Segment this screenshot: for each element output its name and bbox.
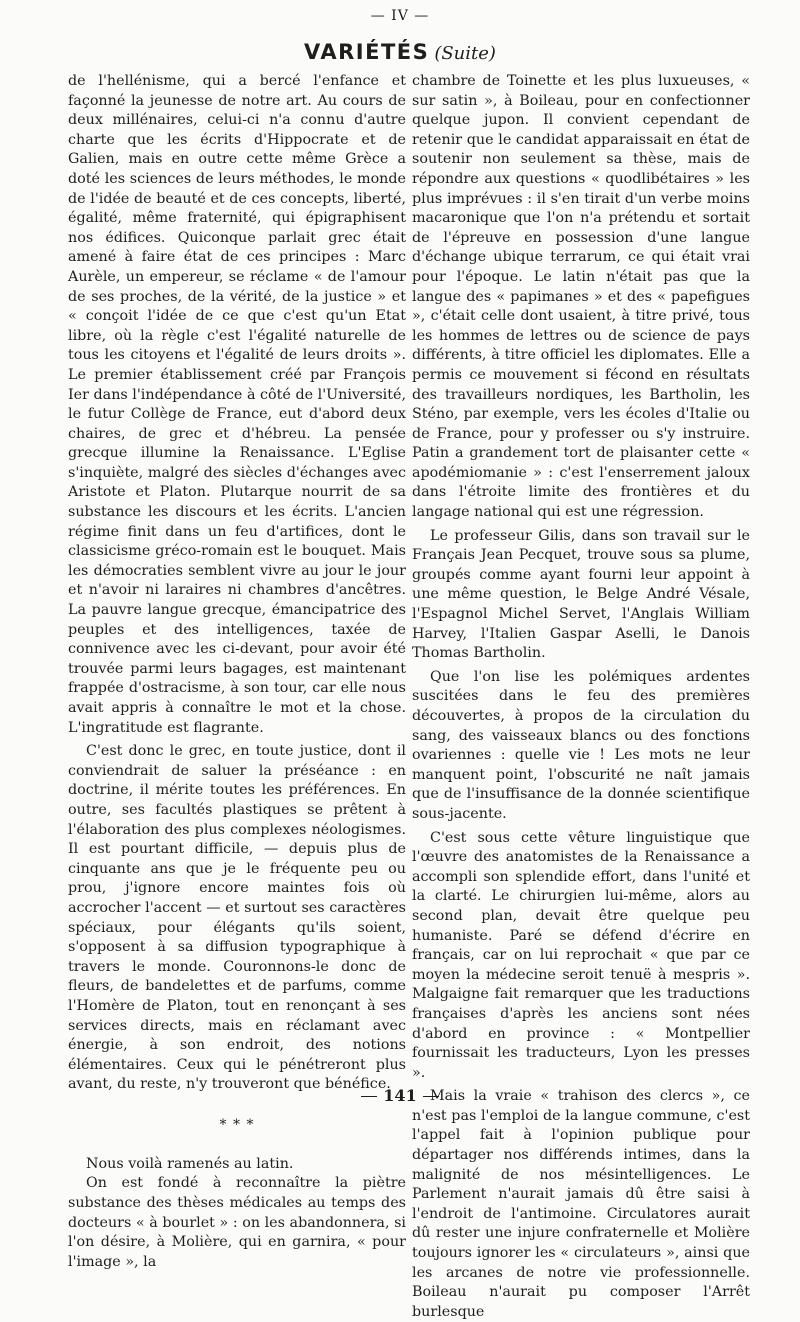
paragraph: C'est sous cette vêture linguistique que l'œuvre des anatomistes de la Renaissance a accompli son splendide effort, dans l'unité et la clarté. Le chirurgien lui-même, alors au second plan, devait être quelque peu humaniste. Paré se défend d'écrire en français, car on lui reprochait « que par ce moyen la médecine seroit tenuë à mespris ». Malgaigne fait remarquer que les traductions françaises d'après les anciens sont nées d'abord en province : « Montpellier fournissait les traducteurs, Lyon les presses ». bbox=[412, 829, 750, 1081]
page-number-footer bbox=[0, 1086, 800, 1105]
section-separator: * * * bbox=[219, 1116, 255, 1133]
page-number: 141 bbox=[383, 1086, 417, 1105]
dash-left bbox=[361, 1096, 377, 1097]
section-subtitle: (Suite) bbox=[434, 43, 496, 64]
paragraph: Le professeur Gilis, dans son travail sur le Français Jean Pecquet, trouve sous sa plume, groupés comme ayant fourni leur appoint à une même question, le Belge André Vésale, l'Espagnol Michel Servet, l'Anglais William Harvey, l'Italien Gaspar Aselli, le Danois Thomas Bartholin. bbox=[412, 527, 750, 662]
section-title: VARIÉTÉS bbox=[304, 40, 430, 64]
paragraph: On est fondé à reconnaître la piètre substance des thèses médicales au temps des docteurs « à bourlet » : on les abandonnera, si l'on désire, à Molière, qui en garnira, « pour l'image », la bbox=[68, 1175, 406, 1270]
paragraph: Mais la vraie « trahison des clercs », ce n'est pas l'emploi de la langue commune, c'est l'appel fait à l'opinion publique pour départager nos différends intimes, dans la malignité de nos mésintelligences. Le Parlement n'aurait jamais dû être saisi à l'endroit de l'antimoine. Circulatores aurait dû rester une injure confraternelle et Molière toujours ignorer les « circulateurs », ainsi que les arcanes de notre vie professionnelle. Boileau n'aurait pu composer l'Arrêt burlesque bbox=[412, 1088, 750, 1320]
paragraph: chambre de Toinette et les plus luxueuses, « sur satin », à Boileau, pour en confectionner quelque jupon. Il convient cependant de retenir que le candidat apparaissait en état de soutenir non seulement sa thèse, mais de répondre aux questions « quodlibétaires » les plus imprévues : il s'en tirait d'un verbe moins macaronique que l'on n'a prétendu et sortait de l'épreuve en possession d'une langue d'échange ubique terrarum, ce qui était vrai pour l'époque. Le latin n'était pas que la langue des « papimanes » et des « papefigues », c'était celle dont usaient, à titre privé, tous les hommes de lettres ou de science de pays différents, à titre officiel les diplomates. Elle a permis ce mouvement si fécond en résultats des travailleurs nordiques, les Bartholin, les Sténo, par exemple, vers les écoles d'Italie ou de France, pour y professer ou s'y instruire. Patin a grandement tort de plaisanter cette « apodémiomanie » : c'est l'enserrement jaloux dans l'étroite limite des frontières et du langage national qui est une régression. bbox=[412, 73, 750, 521]
section-heading bbox=[0, 40, 800, 64]
paragraph: Nous voilà ramenés au latin. bbox=[86, 1155, 294, 1172]
paragraph: Que l'on lise les polémiques ardentes suscitées dans le feu des premières découvertes, à propos de la circulation du sang, des vaisseaux blancs ou des fonctions ovariennes : quelle vie ! Les mots ne leur manquent point, l'obscurité ne naît jamais que de l'insuffisance de la donnée scientifique sous-jacente. bbox=[412, 668, 750, 822]
dash-right bbox=[423, 1096, 439, 1097]
right-column bbox=[412, 72, 750, 1322]
page-roman-numeral: — IV — bbox=[370, 8, 430, 24]
paragraph: C'est donc le grec, en toute justice, dont il conviendrait de saluer la préséance : en doctrine, il mérite toutes les préférences. En outre, ses facultés plastiques se prêtent à l'élaboration des plus complexes néologismes. Il est pourtant difficile, — depuis plus de cinquante ans que je le fréquente peu ou prou, j'ignore encore maintes fois où accrocher l'accent — et surtout ses caractères spéciaux, pour élégants qu'ils soient, s'opposent à sa diffusion typographique à travers le monde. Couronnons-le donc de fleurs, de bandelettes et de parfums, comme l'Homère de Platon, tout en renonçant à ses services directs, mais en réclamant avec énergie, à son endroit, des notions élémentaires. Ceux qui le pénétreront plus avant, du reste, n'y trouveront que bénéfice. bbox=[68, 743, 406, 1093]
paragraph: de l'hellénisme, qui a bercé l'enfance et façonné la jeunesse de notre art. Au cours de deux millénaires, celui-ci n'a connu d'autre charte que les écrits d'Hippocrate et de Galien, mais en outre cette même Grèce a doté les sciences de leurs méthodes, le monde de l'idée de beauté et de ces concepts, liberté, égalité, même fraternité, qui épigraphisent nos édifices. Quiconque parlait grec était amené à faire état de ces principes : Marc Aurèle, un empereur, se réclame « de l'amour de ses proches, de la vérité, de la justice » et « conçoit l'idée de ce que c'est qu'un Etat libre, où la règle c'est l'égalité naturelle de tous les citoyens et l'égalité de leurs droits ». Le premier établissement créé par François Ier dans l'indépendance à côté de l'Université, le futur Collège de France, eut d'abord deux chaires, de grec et d'hébreu. La pensée grecque illumine la Renaissance. L'Eglise s'inquiète, malgré des siècles d'échanges avec Aristote et Platon. Plutarque nourrit de sa substance les discours et les écrits. L'ancien régime finit dans un feu d'artifices, dont le classicisme gréco-romain est le bouquet. Mais les démocraties semblent vivre au jour le jour et n'avoir ni laraires ni chambres d'ancêtres. La pauvre langue grecque, émancipatrice des peuples et des intelligences, taxée de connivence avec les ci-devant, pour avoir été trouvée parmi leurs bagages, est maintenant frappée d'ostracisme, à son tour, car elle nous avait appris à connaître le mot et la chose. L'ingratitude est flagrante. bbox=[68, 73, 406, 736]
